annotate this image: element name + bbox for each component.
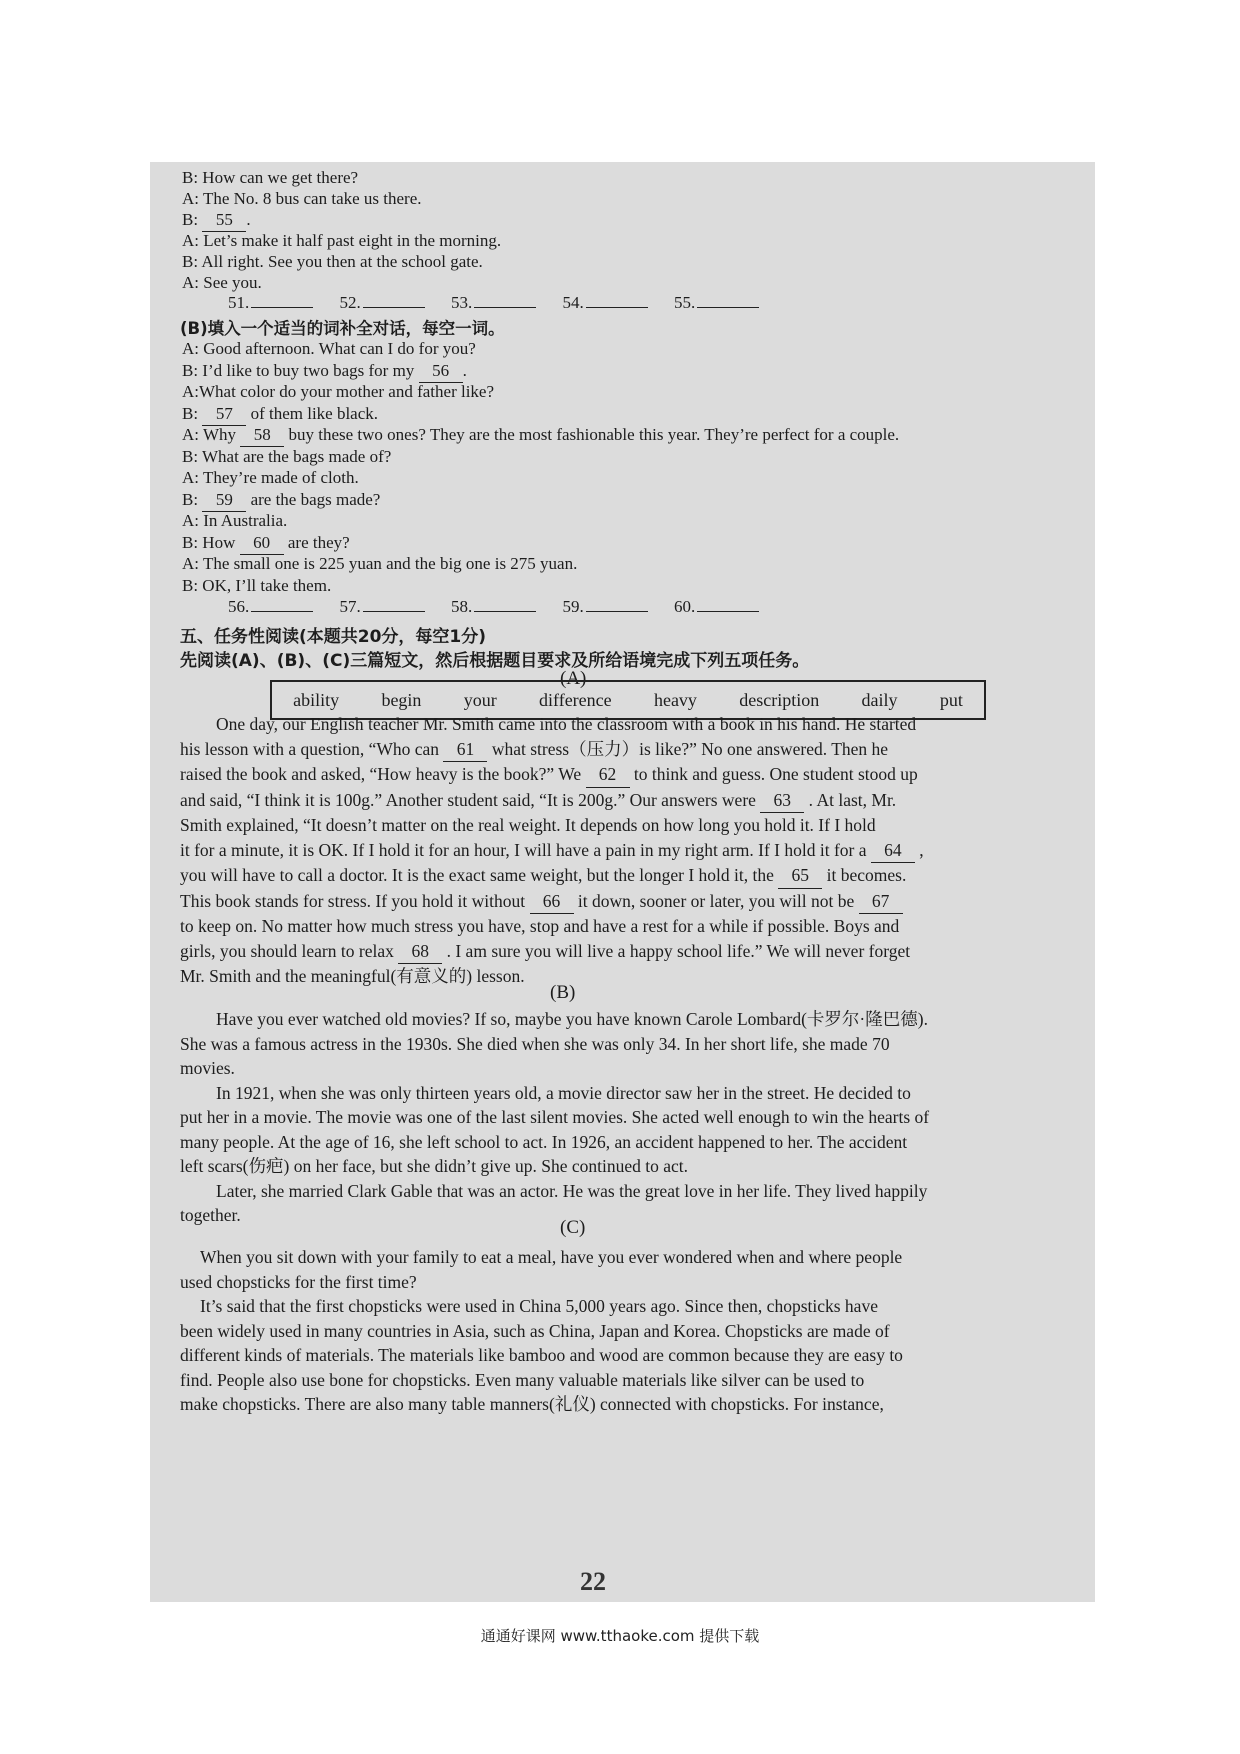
passage-line [180, 737, 1095, 763]
blank-68: 68 [398, 939, 442, 965]
dialogue-line [182, 553, 1075, 575]
blank-64: 64 [871, 838, 915, 864]
part5-title: 五、任务性阅读(本题共20分，每空1分) [180, 627, 487, 647]
passage-line [180, 762, 1095, 788]
passage-line [180, 863, 1095, 889]
answer-blanks-51-55: 51. 52. 53. 54. 55. [228, 293, 781, 313]
dialogue-line: B: 55 . [182, 209, 1075, 232]
blank-63: 63 [760, 788, 804, 814]
line-text: , [919, 839, 924, 860]
dialogue-line: B: All right. See you then at the school gate. [182, 252, 483, 271]
part5-instruction: 先阅读(A)、(B)、(C)三篇短文，然后根据题目要求及所给语境完成下列五项任务。 [180, 651, 810, 671]
line-text: and said, “I think it is 100g.” Another student said, “It is 200g.” Our answers were [180, 789, 756, 810]
passage-line [180, 939, 1095, 965]
passage-line: together. [180, 1205, 241, 1225]
passage-line [180, 964, 1095, 989]
passage-line [180, 914, 1095, 939]
dialogue-line [182, 360, 1075, 383]
line-text: A:What color do your mother and father like? [182, 382, 495, 401]
blank-61: 61 [443, 737, 487, 763]
passage-a [180, 712, 1095, 989]
dialogue-line: A: The No. 8 bus can take us there. [182, 189, 422, 208]
line-text: buy these two ones? They are the most fashionable this year. They’re perfect for a couple. [288, 425, 900, 444]
word-box-item: put [939, 689, 963, 710]
blank-60: 60 [240, 532, 284, 555]
passage-c [180, 1245, 1095, 1417]
passage-c-label: (C) [560, 1217, 586, 1238]
passage-line: find. People also use bone for chopsticks. Even many valuable materials like silver can be used to [180, 1369, 865, 1390]
line-text: you will have to call a doctor. It is the exact same weight, but the longer I hold it, the [180, 865, 774, 885]
line-text: it for a minute, it is OK. If I hold it for an hour, I will have a pain in my right arm. If I hold it for a [180, 839, 867, 860]
word-box-item: your [463, 689, 497, 710]
section-b-heading: (B)填入一个适当的词补全对话，每空一词。 [180, 319, 505, 338]
blank-56: 56 [419, 360, 463, 383]
line-text: B: How [182, 532, 236, 552]
blank-58: 58 [240, 424, 284, 447]
word-box-item: begin [381, 689, 422, 710]
passage-line: used chopsticks for the first time? [180, 1271, 417, 1292]
word-box-item: difference [539, 689, 612, 710]
dialogue-line [182, 510, 1075, 532]
line-text: A: They’re made of cloth. [182, 468, 359, 487]
blank-65: 65 [778, 863, 822, 889]
line-text: girls, you should learn to relax [180, 940, 394, 961]
passage-line [180, 838, 1095, 864]
passage-line: movies. [180, 1058, 235, 1078]
word-box-item: description [739, 689, 820, 710]
line-text: B: I’d like to buy two bags for my [182, 360, 415, 380]
blank-66: 66 [530, 889, 574, 915]
passage-line: put her in a movie. The movie was one of the last silent movies. She acted well enough to win the hearts of [180, 1107, 930, 1127]
passage-line: In 1921, when she was only thirteen years old, a movie director saw her in the street. He decided to [216, 1082, 911, 1103]
blank-67: 67 [859, 889, 903, 915]
line-text: to keep on. No matter how much stress you have, stop and have a rest for a while if possible. Boys and [180, 916, 900, 936]
passage-line: different kinds of materials. The materials like bamboo and wood are common because they are easy to [180, 1345, 903, 1365]
passage-line [180, 889, 1095, 915]
dialogue-line: A: Let’s make it half past eight in the morning. [182, 231, 502, 250]
passage-b-label: (B) [550, 982, 576, 1003]
passage-line: make chopsticks. There are also many table manners(礼仪) connected with chopsticks. For instance, [180, 1394, 884, 1414]
footer-watermark: 通通好课网 www.tthaoke.com 提供下载 [480, 1627, 760, 1645]
passage-line: been widely used in many countries in Asia, such as China, Japan and Korea. Chopsticks are made of [180, 1320, 890, 1341]
line-text: . I am sure you will live a happy school life.” We will never forget [446, 940, 911, 961]
line-text: B: [182, 489, 199, 509]
dialogue-line: A: See you. [182, 273, 262, 292]
line-text: are the bags made? [250, 489, 381, 509]
line-text: are they? [287, 532, 350, 552]
dialogue-line [182, 403, 1075, 426]
dialogue-line [182, 532, 1075, 555]
line-text: A: In Australia. [182, 511, 288, 530]
dialogue-line: B: How can we get there? [182, 168, 359, 187]
line-text: it down, sooner or later, you will not be [577, 890, 855, 911]
line-text: . [462, 360, 467, 380]
dialogue-line [182, 381, 1075, 403]
dialogue-line [182, 446, 1075, 468]
passage-line: left scars(伤疤) on her face, but she didn’t give up. She continued to act. [180, 1156, 689, 1176]
line-text: what stress（压力）is like?” No one answered. Then he [491, 738, 889, 759]
line-text: his lesson with a question, “Who can [180, 738, 440, 759]
word-box-item: heavy [653, 689, 697, 710]
blank-59: 59 [202, 489, 246, 512]
passage-line [180, 813, 1095, 838]
line-text: A: The small one is 225 yuan and the big one is 275 yuan. [182, 554, 578, 573]
scanned-page [150, 162, 1095, 1602]
dialogue-line [182, 489, 1075, 512]
word-box-item: daily [861, 689, 898, 710]
dialogue-line [182, 424, 1075, 447]
line-text: A: Good afternoon. What can I do for you? [182, 339, 476, 358]
answer-blanks-56-60: 56. 57. 58. 59. 60. [228, 597, 781, 617]
blank-57: 57 [202, 403, 246, 426]
dialogue-line [182, 467, 1075, 489]
line-text: . At last, Mr. [808, 789, 897, 810]
passage-line: many people. At the age of 16, she left school to act. In 1926, an accident happened to her. The accident [180, 1131, 908, 1152]
line-text: B: OK, I’ll take them. [182, 575, 332, 595]
passage-b [180, 1007, 1095, 1228]
passage-line: It’s said that the first chopsticks were used in China 5,000 years ago. Since then, chopsticks have [200, 1296, 878, 1316]
passage-line: When you sit down with your family to eat a meal, have you ever wondered when and where people [200, 1247, 903, 1267]
line-text: of them like black. [250, 403, 379, 423]
passage-line: She was a famous actress in the 1930s. She died when she was only 34. In her short life, she made 70 [180, 1033, 890, 1054]
line-text: This book stands for stress. If you hold it without [180, 890, 526, 911]
dialogue-line [182, 338, 1075, 360]
blank-62: 62 [586, 762, 630, 788]
passage-line: Later, she married Clark Gable that was an actor. He was the great love in her life. They lived happily [216, 1180, 928, 1201]
dialogue-line [182, 575, 1075, 597]
blank-55: 55 [202, 209, 246, 232]
line-text: Smith explained, “It doesn’t matter on the real weight. It depends on how long you hold it. If I hold [180, 815, 876, 835]
line-text: B: [182, 403, 199, 423]
line-text: A: Why [182, 425, 236, 444]
passage-line: Have you ever watched old movies? If so, maybe you have known Carole Lombard(卡罗尔·隆巴德). [216, 1009, 928, 1029]
passage-line [180, 788, 1095, 814]
speaker: B: [182, 210, 199, 229]
passage-a-label: (A) [560, 668, 587, 689]
line-text: to think and guess. One student stood up [633, 764, 918, 784]
line-text: it becomes. [826, 865, 907, 885]
page-number: 22 [580, 1567, 606, 1596]
line-text: B: What are the bags made of? [182, 446, 392, 466]
line-text: One day, our English teacher Mr. Smith came into the classroom with a book in his hand. He started [216, 714, 917, 734]
line-text: raised the book and asked, “How heavy is the book?” We [180, 764, 582, 784]
word-box-item: ability [293, 689, 340, 710]
line-text: Mr. Smith and the meaningful(有意义的) lesson. [180, 966, 525, 986]
passage-line [180, 712, 1095, 737]
